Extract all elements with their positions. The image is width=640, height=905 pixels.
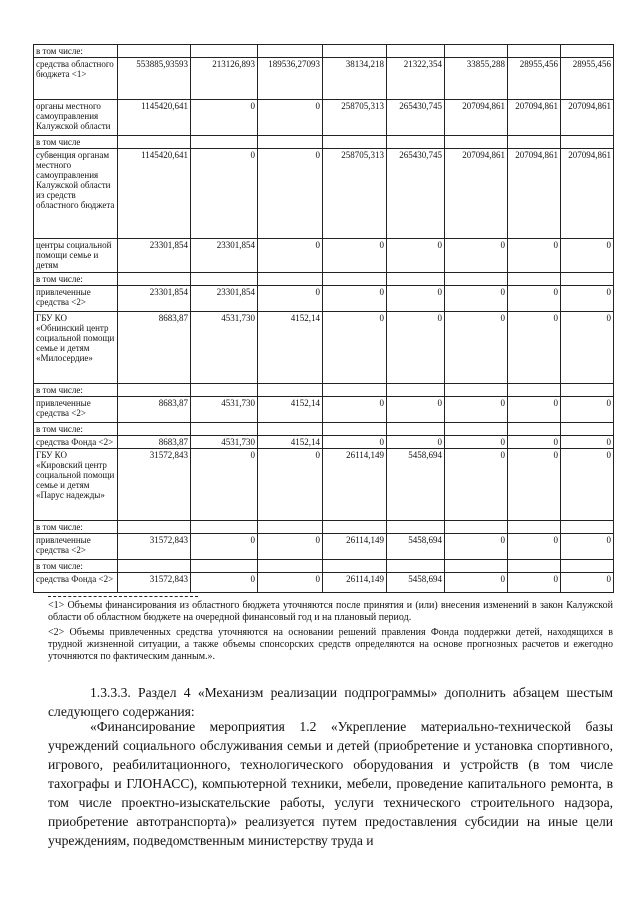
value-cell: 213126,893 — [191, 58, 258, 100]
value-cell — [508, 136, 561, 149]
value-cell: 0 — [508, 573, 561, 593]
value-cell: 0 — [561, 312, 614, 384]
value-cell — [508, 521, 561, 534]
value-cell: 33855,288 — [445, 58, 508, 100]
value-cell: 0 — [323, 312, 387, 384]
row-label: ГБУ КО «Кировский центр социальной помощи семье и детям «Парус надежды» — [34, 449, 118, 521]
value-cell — [508, 384, 561, 397]
value-cell — [323, 560, 387, 573]
value-cell: 8683,87 — [118, 436, 191, 449]
value-cell: 0 — [191, 149, 258, 239]
value-cell — [323, 423, 387, 436]
value-cell — [258, 423, 323, 436]
value-cell: 0 — [323, 286, 387, 312]
value-cell — [508, 560, 561, 573]
value-cell: 26114,149 — [323, 573, 387, 593]
value-cell: 0 — [508, 449, 561, 521]
value-cell: 31572,843 — [118, 449, 191, 521]
row-label: средства областного бюджета <1> — [34, 58, 118, 100]
row-label: привлеченные средства <2> — [34, 397, 118, 423]
value-cell — [118, 560, 191, 573]
value-cell — [561, 136, 614, 149]
value-cell: 258705,313 — [323, 100, 387, 136]
value-cell — [323, 521, 387, 534]
value-cell — [118, 521, 191, 534]
value-cell — [445, 273, 508, 286]
value-cell — [387, 45, 445, 58]
value-cell: 0 — [258, 573, 323, 593]
row-label: центры социальной помощи семье и детям — [34, 239, 118, 273]
row-label: в том числе: — [34, 45, 118, 58]
table-row — [34, 521, 614, 534]
value-cell: 207094,861 — [508, 100, 561, 136]
value-cell — [258, 521, 323, 534]
value-cell: 5458,694 — [387, 534, 445, 560]
value-cell — [258, 273, 323, 286]
value-cell — [323, 136, 387, 149]
value-cell — [561, 384, 614, 397]
value-cell: 0 — [387, 397, 445, 423]
value-cell: 0 — [561, 286, 614, 312]
value-cell: 0 — [508, 239, 561, 273]
footnote-separator — [48, 596, 198, 597]
value-cell: 23301,854 — [118, 239, 191, 273]
value-cell — [387, 136, 445, 149]
value-cell: 0 — [191, 573, 258, 593]
value-cell: 0 — [323, 239, 387, 273]
value-cell: 189536,27093 — [258, 58, 323, 100]
table-row — [34, 286, 614, 312]
value-cell: 8683,87 — [118, 397, 191, 423]
value-cell — [445, 423, 508, 436]
row-label: средства Фонда <2> — [34, 436, 118, 449]
value-cell — [508, 423, 561, 436]
value-cell — [561, 560, 614, 573]
value-cell: 28955,456 — [508, 58, 561, 100]
value-cell: 0 — [445, 397, 508, 423]
value-cell: 0 — [191, 100, 258, 136]
value-cell: 0 — [323, 436, 387, 449]
value-cell: 23301,854 — [191, 239, 258, 273]
table-row — [34, 136, 614, 149]
financing-paragraph: «Финансирование мероприятия 1.2 «Укрепление материально-технической базы учреждений социального обслуживания семьи и детей (приобретение и установка спортивного, игрового, реабилитационного, технологического оборудования и устройств (в том числе тахографы и ГЛОНАСС), компьютерной техники, мебели, проведение капитального ремонта, в том числе проектно-изыскательские работы, услуги технического строительного надзора, приобретение автотранспорта)» реализуется путем предоставления субсидии на иные цели учреждениям, подведомственным министерству труда и — [48, 719, 613, 848]
value-cell: 0 — [561, 436, 614, 449]
table-row — [34, 239, 614, 273]
row-label: в том числе: — [34, 521, 118, 534]
value-cell: 0 — [387, 239, 445, 273]
value-cell: 265430,745 — [387, 149, 445, 239]
value-cell — [118, 45, 191, 58]
value-cell — [445, 521, 508, 534]
value-cell: 0 — [508, 312, 561, 384]
value-cell — [323, 45, 387, 58]
table-row — [34, 149, 614, 239]
value-cell: 0 — [561, 239, 614, 273]
value-cell: 5458,694 — [387, 449, 445, 521]
table-row — [34, 560, 614, 573]
value-cell: 5458,694 — [387, 573, 445, 593]
value-cell — [191, 136, 258, 149]
value-cell — [445, 45, 508, 58]
value-cell: 0 — [508, 534, 561, 560]
value-cell: 0 — [445, 449, 508, 521]
value-cell — [118, 423, 191, 436]
table-row — [34, 449, 614, 521]
row-label: в том числе: — [34, 384, 118, 397]
value-cell: 0 — [258, 534, 323, 560]
value-cell — [191, 384, 258, 397]
value-cell: 1145420,641 — [118, 149, 191, 239]
value-cell: 0 — [508, 436, 561, 449]
value-cell — [118, 384, 191, 397]
value-cell — [561, 423, 614, 436]
row-label: средства Фонда <2> — [34, 573, 118, 593]
value-cell — [258, 45, 323, 58]
value-cell: 21322,354 — [387, 58, 445, 100]
value-cell — [445, 136, 508, 149]
value-cell: 31572,843 — [118, 573, 191, 593]
value-cell: 0 — [561, 534, 614, 560]
value-cell: 207094,861 — [561, 149, 614, 239]
table-row — [34, 312, 614, 384]
value-cell: 4152,14 — [258, 312, 323, 384]
value-cell — [508, 45, 561, 58]
value-cell: 28955,456 — [561, 58, 614, 100]
value-cell: 0 — [323, 397, 387, 423]
value-cell — [561, 521, 614, 534]
value-cell — [258, 384, 323, 397]
value-cell: 0 — [258, 449, 323, 521]
value-cell: 0 — [508, 286, 561, 312]
value-cell: 0 — [258, 286, 323, 312]
row-label: привлеченные средства <2> — [34, 534, 118, 560]
value-cell: 0 — [445, 286, 508, 312]
value-cell — [191, 423, 258, 436]
value-cell: 23301,854 — [191, 286, 258, 312]
value-cell — [387, 423, 445, 436]
value-cell: 0 — [561, 573, 614, 593]
row-label: ГБУ КО «Обнинский центр социальной помощи семье и детям «Милосердие» — [34, 312, 118, 384]
value-cell — [258, 560, 323, 573]
value-cell: 0 — [561, 449, 614, 521]
table-row — [34, 58, 614, 100]
table-row — [34, 397, 614, 423]
value-cell — [561, 273, 614, 286]
row-label: органы местного самоуправления Калужской области — [34, 100, 118, 136]
section-amendment-paragraph: 1.3.3.3. Раздел 4 «Механизм реализации подпрограммы» дополнить абзацем шестым следующего содержания: — [48, 685, 613, 719]
value-cell: 0 — [445, 534, 508, 560]
financing-table-body — [34, 45, 614, 593]
value-cell: 207094,861 — [445, 149, 508, 239]
value-cell: 207094,861 — [561, 100, 614, 136]
row-label: в том числе: — [34, 273, 118, 286]
value-cell — [191, 273, 258, 286]
value-cell: 0 — [258, 239, 323, 273]
value-cell: 553885,93593 — [118, 58, 191, 100]
table-row — [34, 573, 614, 593]
row-label: в том числе — [34, 136, 118, 149]
value-cell — [191, 521, 258, 534]
value-cell — [118, 273, 191, 286]
value-cell: 4531,730 — [191, 436, 258, 449]
value-cell: 26114,149 — [323, 534, 387, 560]
value-cell: 1145420,641 — [118, 100, 191, 136]
value-cell: 0 — [387, 286, 445, 312]
footnote-2: <2> Объемы привлеченных средства уточняются на основании решений правления Фонда поддержки детей, находящихся в трудной жизненной ситуации, а также объемы спонсорских средств определяются на основе прогнозных расчетов и ежегодно уточняются по фактическим данным.». — [48, 627, 613, 662]
table-row — [34, 534, 614, 560]
value-cell: 31572,843 — [118, 534, 191, 560]
value-cell: 0 — [258, 149, 323, 239]
table-row — [34, 384, 614, 397]
value-cell: 0 — [191, 534, 258, 560]
value-cell: 4152,14 — [258, 397, 323, 423]
value-cell: 0 — [445, 239, 508, 273]
financing-table — [33, 44, 614, 593]
value-cell — [191, 560, 258, 573]
footnote-1: <1> Объемы финансирования из областного бюджета уточняются после принятия и (или) внесения изменений в закон Калужской области об областном бюджете на очередной финансовый год и на плановый период. — [48, 600, 613, 623]
value-cell: 8683,87 — [118, 312, 191, 384]
value-cell: 0 — [445, 573, 508, 593]
value-cell — [258, 136, 323, 149]
value-cell: 0 — [258, 100, 323, 136]
value-cell: 207094,861 — [445, 100, 508, 136]
value-cell: 0 — [191, 449, 258, 521]
table-row — [34, 436, 614, 449]
value-cell: 4531,730 — [191, 397, 258, 423]
value-cell — [387, 384, 445, 397]
value-cell — [387, 273, 445, 286]
value-cell: 0 — [445, 436, 508, 449]
row-label: в том числе: — [34, 560, 118, 573]
value-cell — [561, 45, 614, 58]
value-cell — [323, 273, 387, 286]
value-cell — [445, 560, 508, 573]
table-row — [34, 100, 614, 136]
value-cell: 0 — [387, 312, 445, 384]
value-cell: 23301,854 — [118, 286, 191, 312]
value-cell: 38134,218 — [323, 58, 387, 100]
row-label: субвенция органам местного самоуправления Калужской области из средств областного бюджета — [34, 149, 118, 239]
value-cell: 4531,730 — [191, 312, 258, 384]
value-cell: 207094,861 — [508, 149, 561, 239]
value-cell: 4152,14 — [258, 436, 323, 449]
value-cell: 258705,313 — [323, 149, 387, 239]
value-cell — [118, 136, 191, 149]
value-cell: 0 — [445, 312, 508, 384]
value-cell: 0 — [508, 397, 561, 423]
table-row — [34, 45, 614, 58]
value-cell — [508, 273, 561, 286]
value-cell: 265430,745 — [387, 100, 445, 136]
row-label: в том числе: — [34, 423, 118, 436]
value-cell — [323, 384, 387, 397]
value-cell: 0 — [561, 397, 614, 423]
table-row — [34, 273, 614, 286]
value-cell: 0 — [387, 436, 445, 449]
row-label: привлеченные средства <2> — [34, 286, 118, 312]
table-row — [34, 423, 614, 436]
value-cell — [387, 560, 445, 573]
value-cell — [191, 45, 258, 58]
value-cell — [445, 384, 508, 397]
value-cell: 26114,149 — [323, 449, 387, 521]
value-cell — [387, 521, 445, 534]
